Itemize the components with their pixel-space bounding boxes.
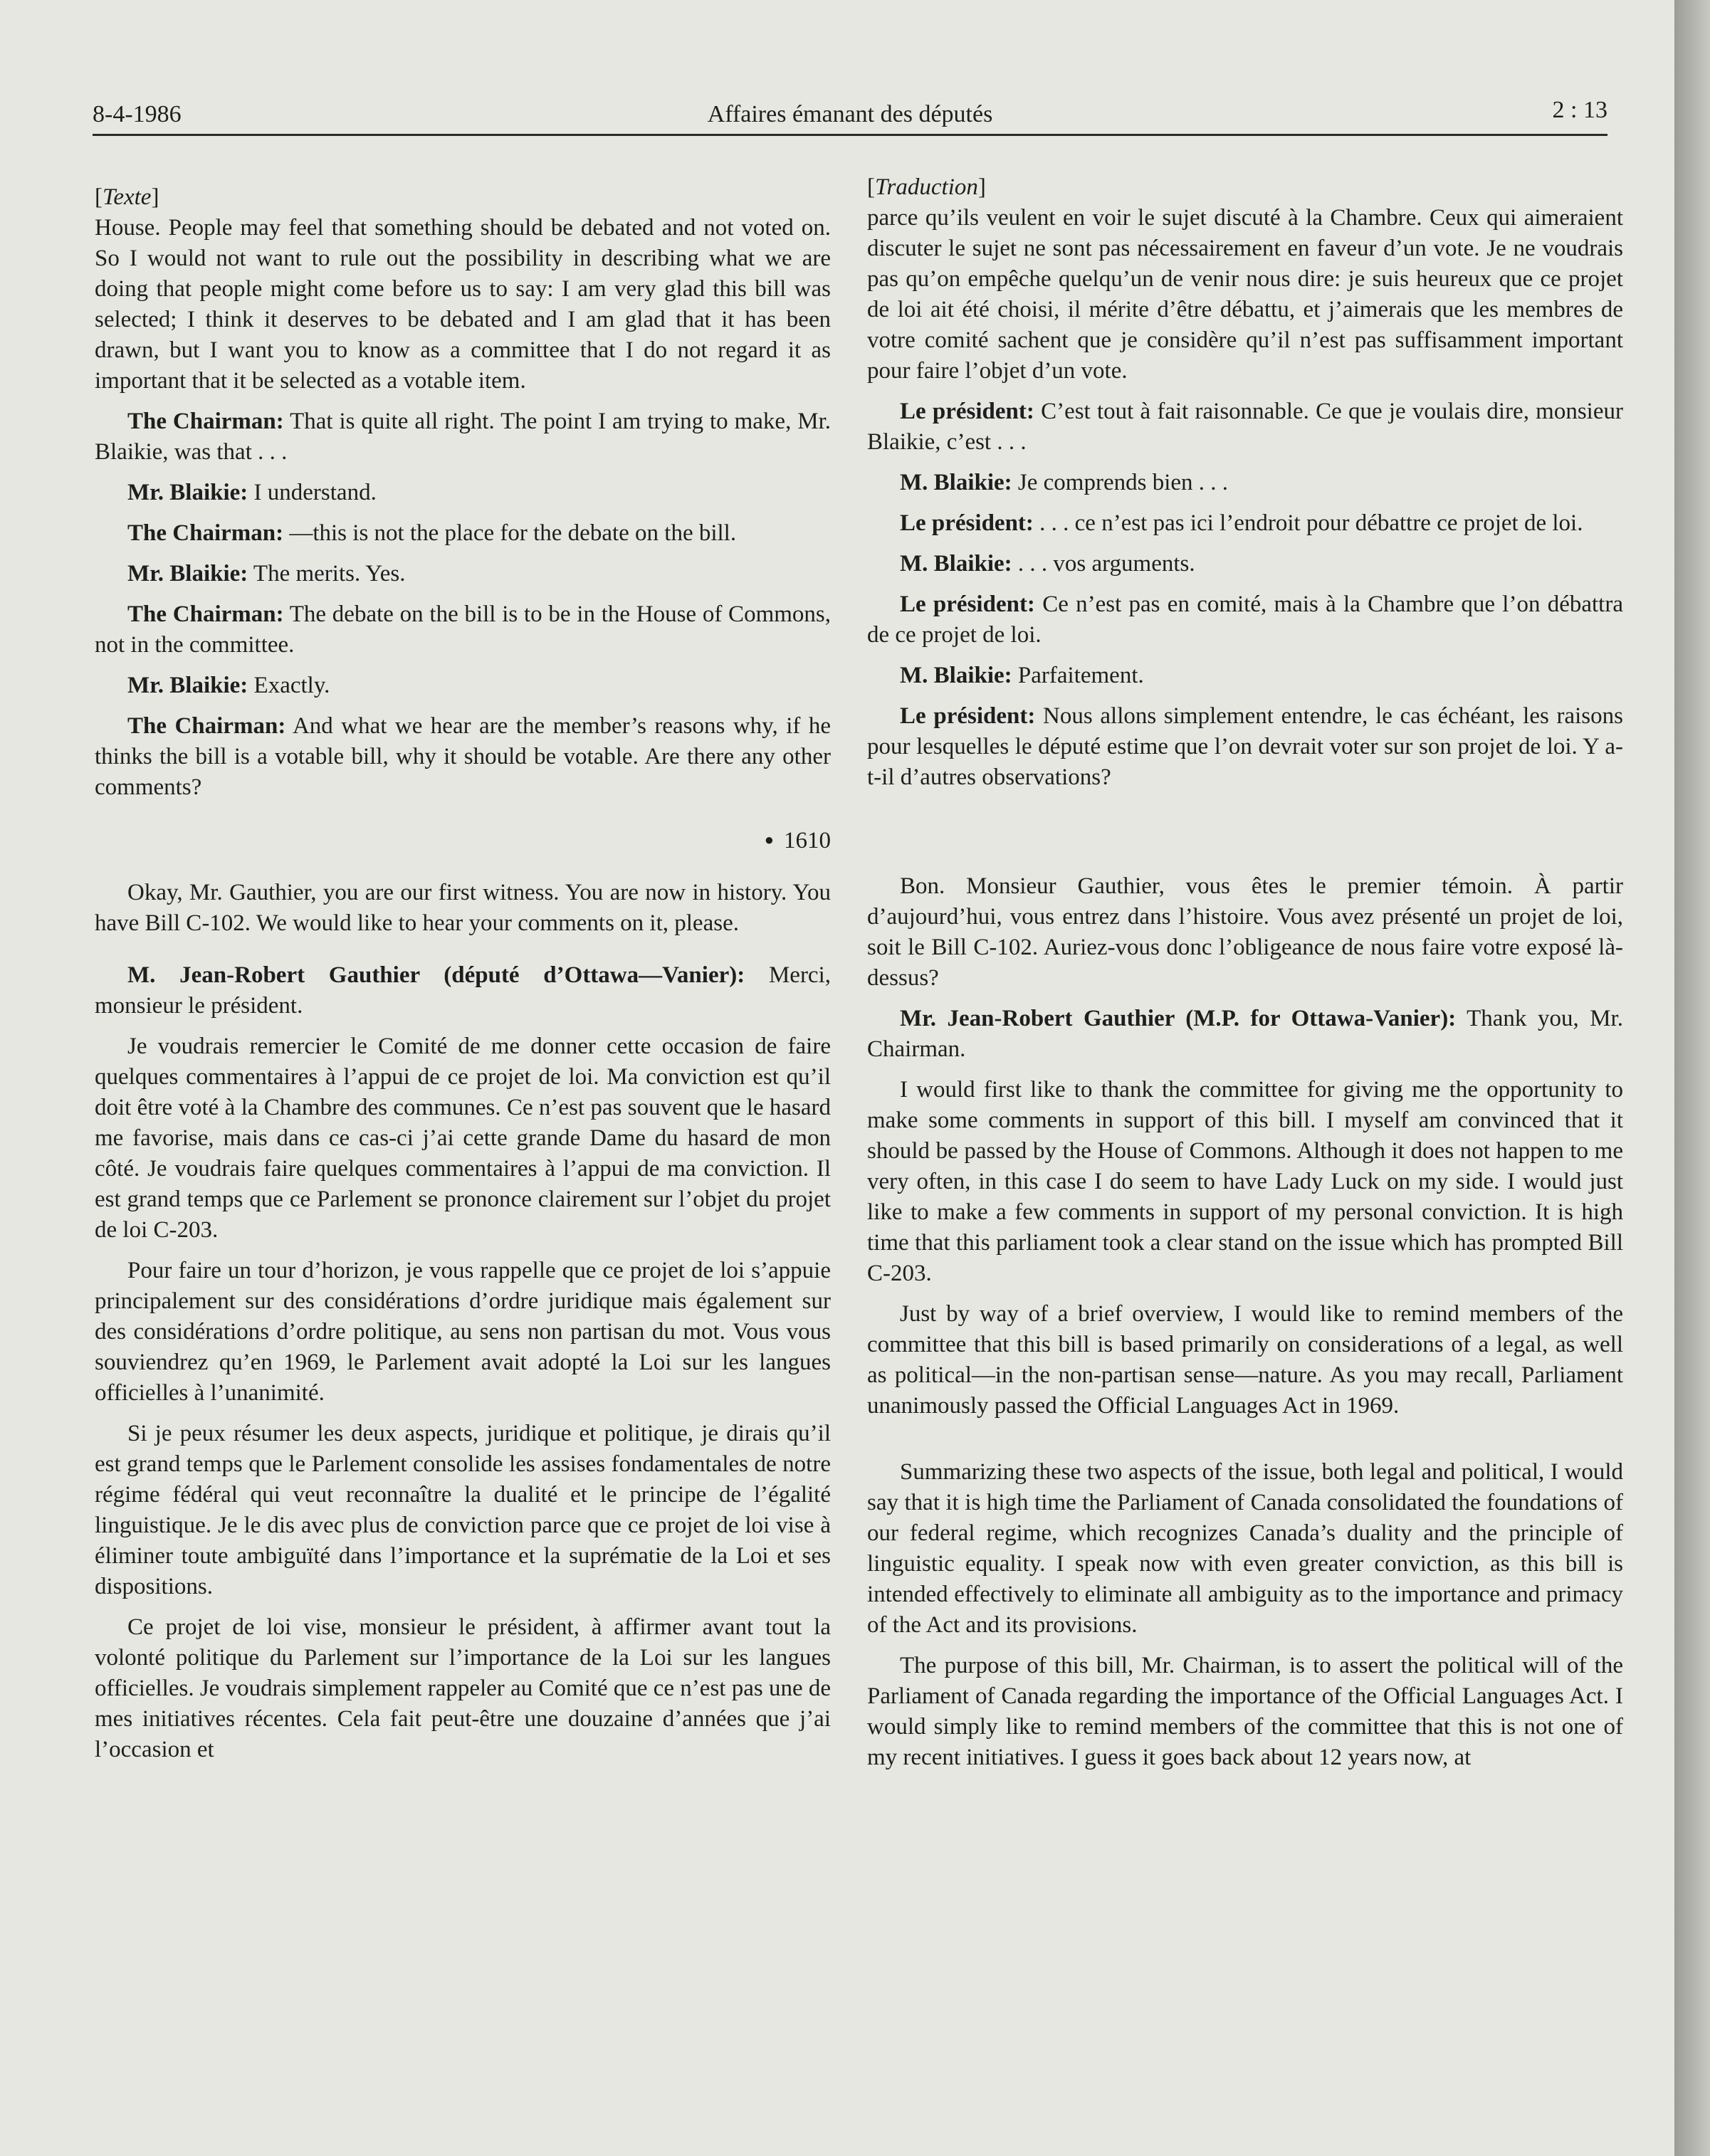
left-exchange: [95, 960, 831, 1021]
speech-text: Parfaitement.: [1012, 663, 1144, 688]
right-paragraph: Bon. Monsieur Gauthier, vous êtes le premier témoin. À partir d’aujourd’hui, vous entrez dans l’histoire. Vous avez présenté un projet de loi, soit le Bill C-102. Auriez-vous donc l’obligeance de nous faire votre exposé là-dessus?: [867, 873, 1623, 991]
speech-text: Thank you, Mr. Chairman.: [867, 1006, 1623, 1062]
speaker-name: Mr. Blaikie:: [127, 561, 248, 587]
speech-text: . . . vos arguments.: [1012, 551, 1195, 577]
right-column: [867, 172, 1623, 1773]
left-column: [95, 182, 831, 1765]
left-exchange: [95, 599, 831, 661]
speaker-name: Le président:: [900, 399, 1034, 424]
right-paragraph: I would first like to thank the committee for giving me the opportunity to make some comments in support of this bill. I myself am convinced that it should be passed by the House of Commons. Although it does not happen to me very often, in this case I do seem to have Lady Luck on my side. I would just like to make a few comments in support of my personal conviction. It is high time that this parliament took a clear stand on the issue which has prompted Bill C-203.: [867, 1077, 1623, 1286]
left-exchange: [95, 711, 831, 803]
left-exchange: [95, 671, 831, 701]
left-rubric: [ Texte ]: [95, 182, 831, 213]
page-header: [93, 93, 1607, 136]
speaker-name: The Chairman:: [127, 601, 284, 627]
speech-text: Nous allons simplement entendre, le cas échéant, les raisons pour lesquelles le député estime que l’on devrait voter sur son projet de loi. Y a-t-il d’autres observations?: [867, 703, 1623, 790]
left-paragraph: Si je peux résumer les deux aspects, juridique et politique, je dirais qu’il est grand temps que le Parlement consolide les assises fondamentales de notre régime fédéral qui veut reconnaître la dualité et le principe de l’égalité linguistique. Je le dis avec plus de conviction parce que ce projet de loi vise à éliminer toute ambiguïté dans l’importance et la suprématie de la Loi et ses dispositions.: [95, 1421, 831, 1599]
left-exchange: [95, 478, 831, 508]
speech-text: Exactly.: [248, 673, 330, 698]
left-exchange: [95, 518, 831, 549]
speaker-name: The Chairman:: [127, 520, 284, 546]
left-paragraph: Ce projet de loi vise, monsieur le président, à affirmer avant tout la volonté politique du Parlement sur l’importance de la Loi sur les langues officielles. Je voudrais simplement rappeler au Comité que ce n’est pas une de mes initiatives récentes. Cela fait peut-être une douzaine d’années que j’ai l’occasion et: [95, 1614, 831, 1762]
left-paragraph: Okay, Mr. Gauthier, you are our first witness. You are now in history. You have Bill C-102. We would like to hear your comments on it, please.: [95, 880, 831, 936]
speech-text: —this is not the place for the debate on the bill.: [283, 520, 737, 546]
speaker-name: M. Blaikie:: [900, 551, 1012, 577]
speaker-name: M. Jean-Robert Gauthier (député d’Ottawa—Vanier):: [127, 962, 745, 988]
speaker-name: Mr. Jean-Robert Gauthier (M.P. for Ottawa-Vanier):: [900, 1006, 1457, 1031]
speech-text: Merci, monsieur le président.: [95, 962, 832, 1019]
speech-text: Je comprends bien . . .: [1012, 470, 1229, 495]
right-paragraph: parce qu’ils veulent en voir le sujet discuté à la Chambre. Ceux qui aimeraient discuter le sujet ne sont pas nécessairement en faveur d’un vote. Je ne voudrais pas qu’on empêche quelqu’un de venir nous dire: je suis heureux que ce projet de loi ait été choisi, il mérite d’être débattu, et j’aimerais que les membres de votre comité sachent que je considère qu’il n’est pas suffisamment important pour faire l’objet d’un vote.: [867, 205, 1623, 384]
right-exchange: [867, 589, 1623, 651]
speaker-name: The Chairman:: [127, 713, 286, 739]
speech-text: That is quite all right. The point I am trying to make, Mr. Blaikie, was that . . .: [95, 409, 831, 465]
speaker-name: M. Blaikie:: [900, 663, 1012, 688]
left-exchange: [95, 406, 831, 468]
right-exchange: [867, 701, 1623, 793]
speaker-name: Le président:: [900, 510, 1034, 536]
speaker-name: Le président:: [900, 591, 1035, 617]
speaker-name: Mr. Blaikie:: [127, 480, 248, 505]
left-exchange: [95, 559, 831, 589]
speech-text: And what we hear are the member’s reasons why, if he thinks the bill is a votable bill, why it should be votable. Are there any other comments?: [95, 713, 831, 800]
speaker-name: The Chairman:: [127, 409, 284, 434]
speech-text: Ce n’est pas en comité, mais à la Chambre que l’on débattra de ce projet de loi.: [867, 591, 1623, 648]
binding-edge: [1674, 0, 1710, 2156]
speech-text: I understand.: [248, 480, 377, 505]
speech-text: . . . ce n’est pas ici l’endroit pour débattre ce projet de loi.: [1033, 510, 1583, 536]
header-date: 8-4-1986: [93, 101, 182, 127]
header-title: Affaires émanant des députés: [707, 101, 993, 127]
speech-text: The merits. Yes.: [248, 561, 406, 587]
speaker-name: M. Blaikie:: [900, 470, 1012, 495]
speaker-name: Le président:: [900, 703, 1036, 729]
speech-text: The debate on the bill is to be in the House of Commons, not in the committee.: [95, 601, 831, 658]
speaker-name: Mr. Blaikie:: [127, 673, 248, 698]
right-exchange: [867, 661, 1623, 691]
right-paragraph: The purpose of this bill, Mr. Chairman, is to assert the political will of the Parliament of Canada regarding the importance of the Official Languages Act. I would simply like to remind members of the committee that this is not one of my recent initiatives. I guess it goes back about 12 years now, at: [867, 1653, 1623, 1770]
right-exchange: [867, 396, 1623, 458]
right-exchange: [867, 549, 1623, 579]
right-exchange: [867, 508, 1623, 539]
right-paragraph: Summarizing these two aspects of the issue, both legal and political, I would say that it is high time the Parliament of Canada consolidated the foundations of our federal regime, which recognizes Canada’s duality and the principle of linguistic equality. I speak now with even greater conviction, as this bill is intended effectively to eliminate all ambiguity as to the importance and primacy of the Act and its provisions.: [867, 1459, 1623, 1638]
time-marker: ● 1610: [95, 824, 831, 856]
right-rubric: [ Traduction ]: [867, 172, 1623, 203]
right-paragraph: Just by way of a brief overview, I would like to remind members of the committee that this bill is based primarily on considerations of a legal, as well as political—in the non-partisan sense—nature. As you may recall, Parliament unanimously passed the Official Languages Act in 1969.: [867, 1301, 1623, 1419]
right-exchange: [867, 1004, 1623, 1065]
speech-text: C’est tout à fait raisonnable. Ce que je voulais dire, monsieur Blaikie, c’est . . .: [867, 399, 1623, 455]
left-paragraph: House. People may feel that something should be debated and not voted on. So I would not want to rule out the possibility in describing what we are doing that people might come before us to say: I am very glad this bill was selected; I think it deserves to be debated and I am glad that it has been drawn, but I want you to know as a committee that I do not regard it as important that it be selected as a votable item.: [95, 215, 831, 394]
left-paragraph: Je voudrais remercier le Comité de me donner cette occasion de faire quelques commentaires à l’appui de ce projet de loi. Ma conviction est qu’il doit être voté à la Chambre des communes. Ce n’est pas souvent que le hasard me favorise, mais dans ce cas-ci j’ai cette grande Dame du hasard de mon côté. Je voudrais faire quelques commentaires à l’appui de ma conviction. Il est grand temps que ce Parlement se prononce clairement sur l’objet du projet de loi C-203.: [95, 1034, 831, 1243]
header-page-number: 2 : 13: [1552, 97, 1607, 123]
right-exchange: [867, 468, 1623, 498]
left-paragraph: Pour faire un tour d’horizon, je vous rappelle que ce projet de loi s’appuie principalement sur des considérations d’ordre juridique mais également sur des considérations d’ordre politique, au sens non partisan du mot. Vous vous souviendrez qu’en 1969, le Parlement avait adopté la Loi sur les langues officielles à l’unanimité.: [95, 1258, 831, 1406]
